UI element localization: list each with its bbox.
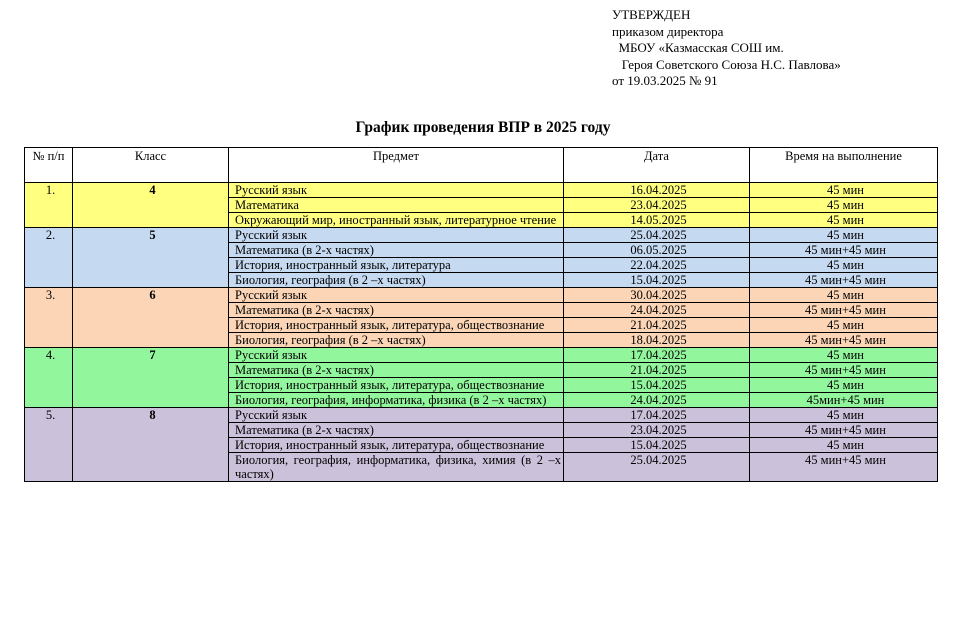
- approval-line: приказом директора: [612, 23, 724, 39]
- time-cell: 45 мин+45 мин: [750, 273, 938, 288]
- time-cell: 45 мин+45 мин: [750, 243, 938, 258]
- time-cell: 45 мин: [750, 348, 938, 363]
- class-grade: 6: [73, 288, 229, 348]
- time-cell: 45 мин: [750, 183, 938, 198]
- schedule-table: [24, 147, 938, 482]
- header-subject: Предмет: [229, 148, 564, 183]
- subject-cell: Русский язык: [229, 228, 564, 243]
- time-cell: 45 мин+45 мин: [750, 423, 938, 438]
- row-number: 3.: [25, 288, 73, 348]
- header-num: № п/п: [25, 148, 73, 183]
- approval-line: УТВЕРЖДЕН: [612, 7, 691, 22]
- date-cell: 17.04.2025: [564, 348, 750, 363]
- subject-cell: Математика (в 2-х частях): [229, 423, 564, 438]
- row-number: 5.: [25, 408, 73, 482]
- date-cell: 25.04.2025: [564, 228, 750, 243]
- subject-cell: Русский язык: [229, 183, 564, 198]
- date-cell: 18.04.2025: [564, 333, 750, 348]
- date-cell: 15.04.2025: [564, 273, 750, 288]
- subject-cell: История, иностранный язык, литература, обществознание: [229, 378, 564, 393]
- approval-line: Героя Советского Союза Н.С. Павлова»: [612, 56, 841, 72]
- class-grade: 5: [73, 228, 229, 288]
- time-cell: 45 мин: [750, 213, 938, 228]
- date-cell: 16.04.2025: [564, 183, 750, 198]
- class-grade: 4: [73, 183, 229, 228]
- date-cell: 14.05.2025: [564, 213, 750, 228]
- table-row: [25, 183, 938, 198]
- subject-cell: Биология, география (в 2 –х частях): [229, 273, 564, 288]
- approval-block: [612, 7, 841, 90]
- time-cell: 45 мин: [750, 288, 938, 303]
- date-cell: 17.04.2025: [564, 408, 750, 423]
- time-cell: 45 мин+45 мин: [750, 453, 938, 482]
- row-number: 1.: [25, 183, 73, 228]
- table-row: [25, 288, 938, 303]
- time-cell: 45 мин: [750, 228, 938, 243]
- class-grade: 8: [73, 408, 229, 482]
- row-number: 2.: [25, 228, 73, 288]
- subject-cell: Математика (в 2-х частях): [229, 363, 564, 378]
- subject-cell: Русский язык: [229, 348, 564, 363]
- document-title: График проведения ВПР в 2025 году: [355, 119, 611, 136]
- subject-cell: Математика: [229, 198, 564, 213]
- time-cell: 45 мин: [750, 318, 938, 333]
- header-date: Дата: [564, 148, 750, 183]
- time-cell: 45мин+45 мин: [750, 393, 938, 408]
- subject-cell: История, иностранный язык, литература, обществознание: [229, 318, 564, 333]
- subject-cell: Биология, география, информатика, физика, химия (в 2 –х частях): [229, 453, 564, 482]
- date-cell: 23.04.2025: [564, 198, 750, 213]
- date-cell: 24.04.2025: [564, 393, 750, 408]
- date-cell: 22.04.2025: [564, 258, 750, 273]
- approval-line: от 19.03.2025 № 91: [612, 73, 718, 88]
- table-row: [25, 408, 938, 423]
- subject-cell: Биология, география, информатика, физика (в 2 –х частях): [229, 393, 564, 408]
- date-cell: 21.04.2025: [564, 318, 750, 333]
- table-row: [25, 228, 938, 243]
- time-cell: 45 мин: [750, 258, 938, 273]
- date-cell: 15.04.2025: [564, 378, 750, 393]
- header-class: Класс: [73, 148, 229, 183]
- table-row: [25, 348, 938, 363]
- date-cell: 30.04.2025: [564, 288, 750, 303]
- header-time: Время на выполнение: [750, 148, 938, 183]
- subject-cell: История, иностранный язык, литература: [229, 258, 564, 273]
- time-cell: 45 мин: [750, 198, 938, 213]
- date-cell: 21.04.2025: [564, 363, 750, 378]
- date-cell: 25.04.2025: [564, 453, 750, 482]
- date-cell: 24.04.2025: [564, 303, 750, 318]
- time-cell: 45 мин: [750, 408, 938, 423]
- subject-cell: Окружающий мир, иностранный язык, литературное чтение: [229, 213, 564, 228]
- time-cell: 45 мин+45 мин: [750, 363, 938, 378]
- date-cell: 06.05.2025: [564, 243, 750, 258]
- date-cell: 15.04.2025: [564, 438, 750, 453]
- schedule-body: [25, 183, 938, 482]
- subject-cell: Русский язык: [229, 288, 564, 303]
- subject-cell: История, иностранный язык, литература, обществознание: [229, 438, 564, 453]
- date-cell: 23.04.2025: [564, 423, 750, 438]
- subject-cell: Русский язык: [229, 408, 564, 423]
- time-cell: 45 мин: [750, 438, 938, 453]
- header-row: [25, 148, 938, 183]
- subject-cell: Математика (в 2-х частях): [229, 303, 564, 318]
- approval-line: МБОУ «Казмасская СОШ им.: [612, 40, 784, 55]
- class-grade: 7: [73, 348, 229, 408]
- subject-cell: Математика (в 2-х частях): [229, 243, 564, 258]
- time-cell: 45 мин: [750, 378, 938, 393]
- time-cell: 45 мин+45 мин: [750, 333, 938, 348]
- subject-cell: Биология, география (в 2 –х частях): [229, 333, 564, 348]
- time-cell: 45 мин+45 мин: [750, 303, 938, 318]
- row-number: 4.: [25, 348, 73, 408]
